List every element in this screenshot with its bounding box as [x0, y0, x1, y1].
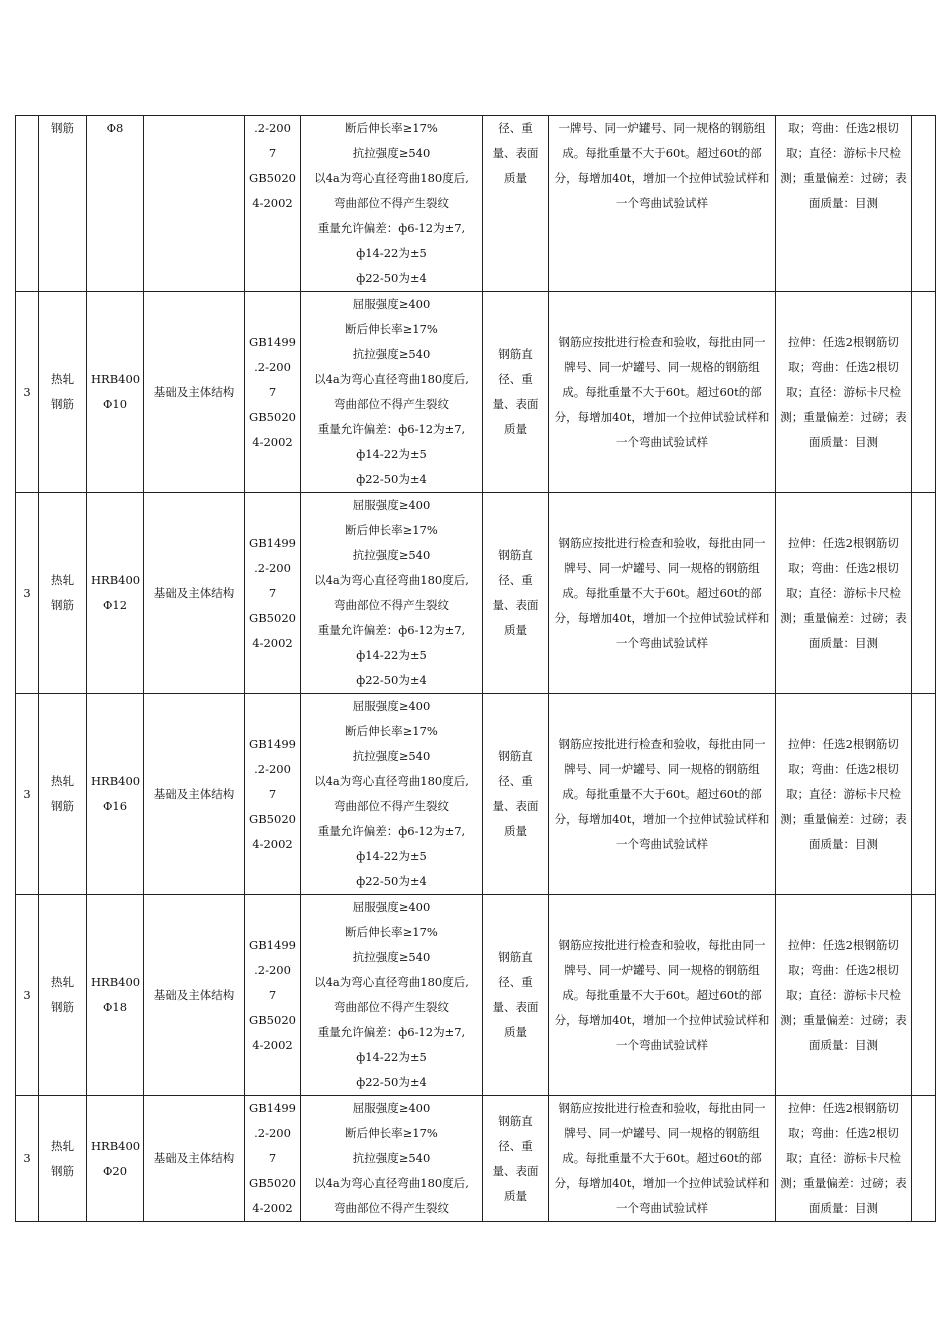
requirement-line: ф22-50为±4 — [356, 874, 427, 888]
requirement-line: ф22-50为±4 — [356, 673, 427, 687]
test-items-cell — [483, 1096, 549, 1222]
batch-rule-cell — [549, 292, 776, 493]
test-items-cell — [483, 116, 549, 292]
table-row — [16, 493, 936, 694]
test-items-cell — [483, 292, 549, 493]
test-items-text: 钢筋直径、重量、表面质量 — [492, 950, 539, 1039]
sampling-method-text: 取；弯曲：任选2根切取；直径：游标卡尺检测；重量偏差：过磅；表面质量：目测 — [780, 121, 907, 210]
standard-line: 4-2002 — [252, 434, 293, 449]
requirement-line: 抗拉强度≥540 — [352, 146, 431, 160]
spec-line: Φ12 — [102, 598, 128, 612]
table-row — [16, 1096, 936, 1222]
standard-cell — [245, 493, 301, 694]
requirement-line: 重量允许偏差：ф6-12为±7, — [317, 623, 466, 637]
requirement-line: 断后伸长率≥17% — [345, 925, 438, 939]
requirement-line: 屈服强度≥400 — [352, 900, 431, 914]
row-number-cell: 3 — [16, 1096, 39, 1222]
standard-line: GB1499 — [249, 937, 296, 952]
requirement-line: 以4a为弯心直径弯曲180度后, — [314, 171, 469, 185]
spec-line: Φ10 — [102, 397, 128, 411]
sampling-method-cell — [776, 292, 912, 493]
standard-line: GB1499 — [249, 535, 296, 550]
requirement-line: 抗拉强度≥540 — [352, 1151, 431, 1165]
standard-line: 4-2002 — [252, 836, 293, 851]
standard-cell — [245, 895, 301, 1096]
requirement-cell — [301, 116, 483, 292]
test-items-cell — [483, 895, 549, 1096]
requirement-line: 断后伸长率≥17% — [345, 523, 438, 537]
spec-line: HRB400 — [91, 573, 141, 587]
requirement-line: 弯曲部位不得产生裂纹 — [334, 397, 449, 411]
standard-line: GB1499 — [249, 736, 296, 751]
requirement-line: 以4a为弯心直径弯曲180度后, — [314, 573, 469, 587]
test-items-cell — [483, 694, 549, 895]
requirement-cell — [301, 292, 483, 493]
requirement-line: ф14-22为±5 — [356, 447, 427, 461]
sampling-method-cell — [776, 694, 912, 895]
standard-line: 7 — [268, 987, 277, 1002]
material-name-line: 热轧 — [51, 372, 74, 386]
standard-line: .2-200 — [254, 359, 291, 374]
standard-line: 4-2002 — [252, 196, 293, 210]
standard-line: 7 — [268, 786, 277, 801]
requirement-line: ф14-22为±5 — [356, 1050, 427, 1064]
requirement-cell — [301, 493, 483, 694]
spec-cell — [87, 493, 144, 694]
spec-line: HRB400 — [91, 975, 141, 989]
spec-line: HRB400 — [91, 1138, 141, 1153]
row-number-cell — [16, 116, 39, 292]
material-name-cell — [39, 895, 87, 1096]
remarks-cell — [912, 1096, 936, 1222]
standard-line: 4-2002 — [252, 1201, 293, 1215]
spec-cell — [87, 895, 144, 1096]
standard-line: GB5020 — [249, 409, 296, 424]
row-number-cell: 3 — [16, 895, 39, 1096]
requirement-line: 屈服强度≥400 — [352, 699, 431, 713]
table-row — [16, 116, 936, 292]
standard-line: GB1499 — [249, 1101, 296, 1115]
requirement-line: 屈服强度≥400 — [352, 1101, 431, 1115]
usage-part-cell: 基础及主体结构 — [144, 1096, 245, 1222]
material-name-line: 钢筋 — [51, 598, 74, 612]
spec-line: Φ16 — [102, 799, 128, 813]
spec-cell — [87, 1096, 144, 1222]
standard-line: .2-200 — [254, 1126, 291, 1140]
table-body — [16, 116, 936, 1222]
requirement-line: 屈服强度≥400 — [352, 297, 431, 311]
batch-rule-cell — [549, 1096, 776, 1222]
requirement-line: 抗拉强度≥540 — [352, 548, 431, 562]
requirement-line: 断后伸长率≥17% — [345, 724, 438, 738]
sampling-method-text: 拉伸：任选2根钢筋切取；弯曲：任选2根切取；直径：游标卡尺检测；重量偏差：过磅；表面质量：目测 — [780, 736, 907, 851]
spec-cell — [87, 116, 144, 292]
material-name-cell — [39, 292, 87, 493]
requirement-cell — [301, 694, 483, 895]
sampling-method-text: 拉伸：任选2根钢筋切取；弯曲：任选2根切取；直径：游标卡尺检测；重量偏差：过磅；表面质量：目测 — [780, 1101, 907, 1215]
material-name-line: 热轧 — [51, 1138, 74, 1153]
material-name-line: 钢筋 — [51, 1163, 74, 1178]
material-name-cell — [39, 493, 87, 694]
requirement-line: ф22-50为±4 — [356, 472, 427, 486]
standard-line: GB5020 — [249, 610, 296, 625]
batch-rule-text: 一牌号、同一炉罐号、同一规格的钢筋组成。每批重量不大于60t。超过60t的部分，每增加40t，增加一个拉伸试验试样和一个弯曲试验试样 — [554, 121, 770, 210]
batch-rule-cell — [549, 493, 776, 694]
material-name-cell — [39, 694, 87, 895]
material-name-line: 热轧 — [51, 573, 74, 587]
material-name-line: 热轧 — [51, 774, 74, 788]
sampling-method-text: 拉伸：任选2根钢筋切取；弯曲：任选2根切取；直径：游标卡尺检测；重量偏差：过磅；表面质量：目测 — [780, 937, 907, 1052]
remarks-cell — [912, 493, 936, 694]
standard-line: GB1499 — [249, 334, 296, 349]
row-number-cell: 3 — [16, 493, 39, 694]
standard-line: 7 — [268, 585, 277, 600]
requirement-line: 以4a为弯心直径弯曲180度后, — [314, 372, 469, 386]
test-items-text: 钢筋直径、重量、表面质量 — [492, 548, 539, 637]
standard-cell — [245, 292, 301, 493]
sampling-method-cell — [776, 895, 912, 1096]
usage-part-cell: 基础及主体结构 — [144, 292, 245, 493]
steel-inspection-table — [15, 115, 936, 1222]
test-items-text: 钢筋直径、重量、表面质量 — [492, 1113, 539, 1203]
requirement-cell — [301, 1096, 483, 1222]
requirement-line: ф14-22为±5 — [356, 246, 427, 260]
requirement-line: 弯曲部位不得产生裂纹 — [334, 799, 449, 813]
requirement-line: 弯曲部位不得产生裂纹 — [334, 1000, 449, 1014]
table-outer-border — [935, 115, 936, 1217]
usage-part-cell: 基础及主体结构 — [144, 493, 245, 694]
remarks-cell — [912, 895, 936, 1096]
standard-line: 4-2002 — [252, 1037, 293, 1052]
requirement-line: 重量允许偏差：ф6-12为±7, — [317, 824, 466, 838]
requirement-line: ф14-22为±5 — [356, 849, 427, 863]
standard-line: 7 — [268, 384, 277, 399]
requirement-line: 以4a为弯心直径弯曲180度后, — [314, 1176, 469, 1190]
spec-line: Φ8 — [106, 121, 124, 135]
batch-rule-text: 钢筋应按批进行检查和验收，每批由同一牌号、同一炉罐号、同一规格的钢筋组成。每批重量不大于60t。超过60t的部分，每增加40t，增加一个拉伸试验试样和一个弯曲试验试样 — [554, 1101, 770, 1215]
test-items-text: 径、重量、表面质量 — [492, 121, 539, 185]
material-name-line: 钢筋 — [51, 1000, 74, 1014]
row-number-cell: 3 — [16, 694, 39, 895]
standard-line: 7 — [268, 146, 277, 160]
material-name-line: 钢筋 — [51, 799, 74, 813]
batch-rule-text: 钢筋应按批进行检查和验收，每批由同一牌号、同一炉罐号、同一规格的钢筋组成。每批重量不大于60t。超过60t的部分，每增加40t，增加一个拉伸试验试样和一个弯曲试验试样 — [554, 736, 770, 851]
spec-line: HRB400 — [91, 372, 141, 386]
sampling-method-cell — [776, 116, 912, 292]
batch-rule-cell — [549, 694, 776, 895]
standard-cell — [245, 116, 301, 292]
requirement-line: ф22-50为±4 — [356, 1075, 427, 1089]
batch-rule-cell — [549, 116, 776, 292]
requirement-line: 断后伸长率≥17% — [345, 322, 438, 336]
spec-line: Φ20 — [102, 1163, 128, 1178]
material-name-cell — [39, 1096, 87, 1222]
standard-line: .2-200 — [254, 761, 291, 776]
requirement-line: 屈服强度≥400 — [352, 498, 431, 512]
requirement-line: 抗拉强度≥540 — [352, 950, 431, 964]
spec-line: Φ18 — [102, 1000, 128, 1014]
requirement-line: 弯曲部位不得产生裂纹 — [334, 598, 449, 612]
table-row — [16, 292, 936, 493]
batch-rule-cell — [549, 895, 776, 1096]
standard-line: GB5020 — [249, 1012, 296, 1027]
requirement-line: 以4a为弯心直径弯曲180度后, — [314, 774, 469, 788]
standard-line: .2-200 — [254, 560, 291, 575]
requirement-line: 抗拉强度≥540 — [352, 347, 431, 361]
standard-line: GB5020 — [249, 1176, 296, 1190]
sampling-method-cell — [776, 493, 912, 694]
spec-line: HRB400 — [91, 774, 141, 788]
remarks-cell — [912, 694, 936, 895]
spec-cell — [87, 694, 144, 895]
standard-line: 4-2002 — [252, 635, 293, 650]
requirement-line: 重量允许偏差：ф6-12为±7, — [317, 422, 466, 436]
test-items-text: 钢筋直径、重量、表面质量 — [492, 347, 539, 436]
requirement-line: ф22-50为±4 — [356, 271, 427, 285]
requirement-line: 以4a为弯心直径弯曲180度后, — [314, 975, 469, 989]
batch-rule-text: 钢筋应按批进行检查和验收，每批由同一牌号、同一炉罐号、同一规格的钢筋组成。每批重量不大于60t。超过60t的部分，每增加40t，增加一个拉伸试验试样和一个弯曲试验试样 — [554, 535, 770, 650]
row-number-cell: 3 — [16, 292, 39, 493]
usage-part-cell: 基础及主体结构 — [144, 895, 245, 1096]
usage-part-cell — [144, 116, 245, 292]
requirement-line: 断后伸长率≥17% — [345, 1126, 438, 1140]
test-items-cell — [483, 493, 549, 694]
table-row — [16, 895, 936, 1096]
standard-line: GB5020 — [249, 171, 296, 185]
table-row — [16, 694, 936, 895]
requirement-cell — [301, 895, 483, 1096]
standard-cell — [245, 1096, 301, 1222]
remarks-cell — [912, 116, 936, 292]
standard-cell — [245, 694, 301, 895]
batch-rule-text: 钢筋应按批进行检查和验收，每批由同一牌号、同一炉罐号、同一规格的钢筋组成。每批重量不大于60t。超过60t的部分，每增加40t，增加一个拉伸试验试样和一个弯曲试验试样 — [554, 334, 770, 449]
requirement-line: ф14-22为±5 — [356, 648, 427, 662]
spec-cell — [87, 292, 144, 493]
usage-part-cell: 基础及主体结构 — [144, 694, 245, 895]
standard-line: .2-200 — [254, 121, 291, 135]
material-name-line: 钢筋 — [51, 121, 74, 135]
batch-rule-text: 钢筋应按批进行检查和验收，每批由同一牌号、同一炉罐号、同一规格的钢筋组成。每批重量不大于60t。超过60t的部分，每增加40t，增加一个拉伸试验试样和一个弯曲试验试样 — [554, 937, 770, 1052]
requirement-line: 弯曲部位不得产生裂纹 — [334, 1201, 449, 1215]
material-name-cell — [39, 116, 87, 292]
remarks-cell — [912, 292, 936, 493]
requirement-line: 断后伸长率≥17% — [345, 121, 438, 135]
sampling-method-text: 拉伸：任选2根钢筋切取；弯曲：任选2根切取；直径：游标卡尺检测；重量偏差：过磅；表面质量：目测 — [780, 535, 907, 650]
requirement-line: 抗拉强度≥540 — [352, 749, 431, 763]
requirement-line: 重量允许偏差：ф6-12为±7, — [317, 1025, 466, 1039]
standard-line: GB5020 — [249, 811, 296, 826]
test-items-text: 钢筋直径、重量、表面质量 — [492, 749, 539, 838]
material-name-line: 热轧 — [51, 975, 74, 989]
standard-line: 7 — [268, 1151, 277, 1165]
standard-line: .2-200 — [254, 962, 291, 977]
requirement-line: 重量允许偏差：ф6-12为±7, — [317, 221, 466, 235]
material-name-line: 钢筋 — [51, 397, 74, 411]
sampling-method-cell — [776, 1096, 912, 1222]
requirement-line: 弯曲部位不得产生裂纹 — [334, 196, 449, 210]
sampling-method-text: 拉伸：任选2根钢筋切取；弯曲：任选2根切取；直径：游标卡尺检测；重量偏差：过磅；表面质量：目测 — [780, 334, 907, 449]
